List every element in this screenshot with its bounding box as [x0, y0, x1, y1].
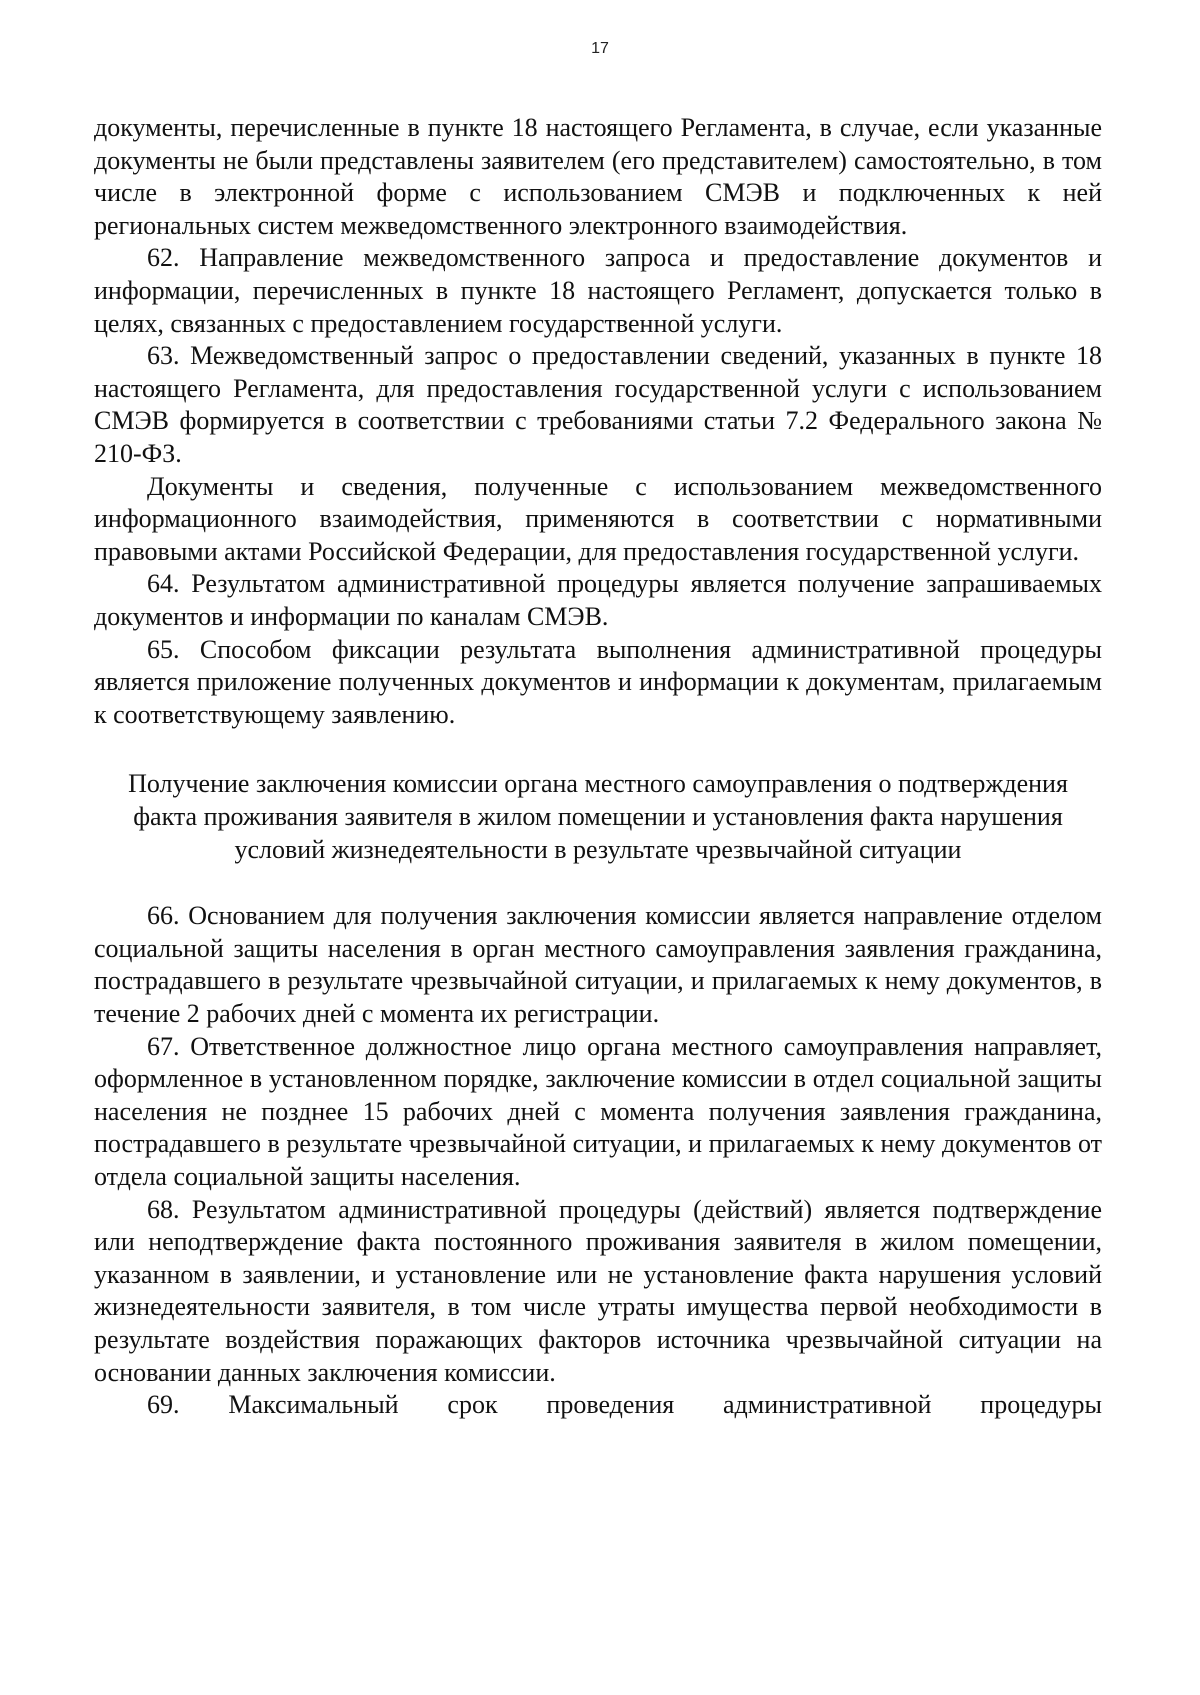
paragraph-68: 68. Результатом административной процедуры (действий) является подтверждение или неподтверждение факта постоянного проживания заявителя в жилом помещении, указанном в заявлении, и установление или не установление факта нарушения условий жизнедеятельности заявителя, в том числе утраты имущества первой необходимости в результате воздействия поражающих факторов источника чрезвычайной ситуации на основании данных заключения комиссии.: [94, 1194, 1102, 1387]
paragraph-69: 69. Максимальный срок проведения административной процедуры: [147, 1390, 1102, 1420]
paragraph-continuation: документы, перечисленные в пункте 18 настоящего Регламента, в случае, если указанные документы не были представлены заявителем (его представителем) самостоятельно, в том числе в электронной форме с использованием СМЭВ и подключенных к ней региональных систем межведомственного электронного взаимодействия.: [94, 113, 1102, 240]
paragraph-65: 65. Способом фиксации результата выполнения административной процедуры является приложение полученных документов и информации к документам, прилагаемым к соответствующему заявлению.: [94, 634, 1102, 729]
paragraph-62: 62. Направление межведомственного запроса и предоставление документов и информации, перечисленных в пункте 18 настоящего Регламент, допускается только в целях, связанных с предоставлением государственной услуги.: [94, 243, 1102, 338]
paragraph-63: 63. Межведомственный запрос о предоставлении сведений, указанных в пункте 18 настоящего Регламента, для предоставления государственной услуги с использованием СМЭВ формируется в соответствии с требованиями статьи 7.2 Федерального закона № 210-ФЗ.: [94, 341, 1102, 468]
paragraph-63-documents: Документы и сведения, полученные с использованием межведомственного информационного взаимодействия, применяются в соответствии с нормативными правовыми актами Российской Федерации, для предоставления государственной услуги.: [94, 471, 1102, 566]
paragraph-64: 64. Результатом административной процедуры является получение запрашиваемых документов и информации по каналам СМЭВ.: [94, 569, 1102, 631]
document-body: [94, 112, 1102, 1422]
paragraph-67: 67. Ответственное должностное лицо органа местного самоуправления направляет, оформленное в установленном порядке, заключение комиссии в отдел социальной защиты населения не позднее 15 рабочих дней с момента получения заявления гражданина, пострадавшего в результате чрезвычайной ситуации, и прилагаемых к нему документов от отдела социальной защиты населения.: [94, 1031, 1102, 1192]
page-number: 17: [591, 40, 609, 57]
paragraph-66: 66. Основанием для получения заключения комиссии является направление отделом социальной защиты населения в орган местного самоуправления заявления гражданина, пострадавшего в результате чрезвычайной ситуации, и прилагаемых к нему документов, в течение 2 рабочих дней с момента их регистрации.: [94, 901, 1102, 1029]
section-heading: Получение заключения комиссии органа местного самоуправления о подтверждения факта проживания заявителя в жилом помещении и установления факта нарушения условий жизнедеятельности в результате чрезвычайной ситуации: [128, 769, 1068, 865]
